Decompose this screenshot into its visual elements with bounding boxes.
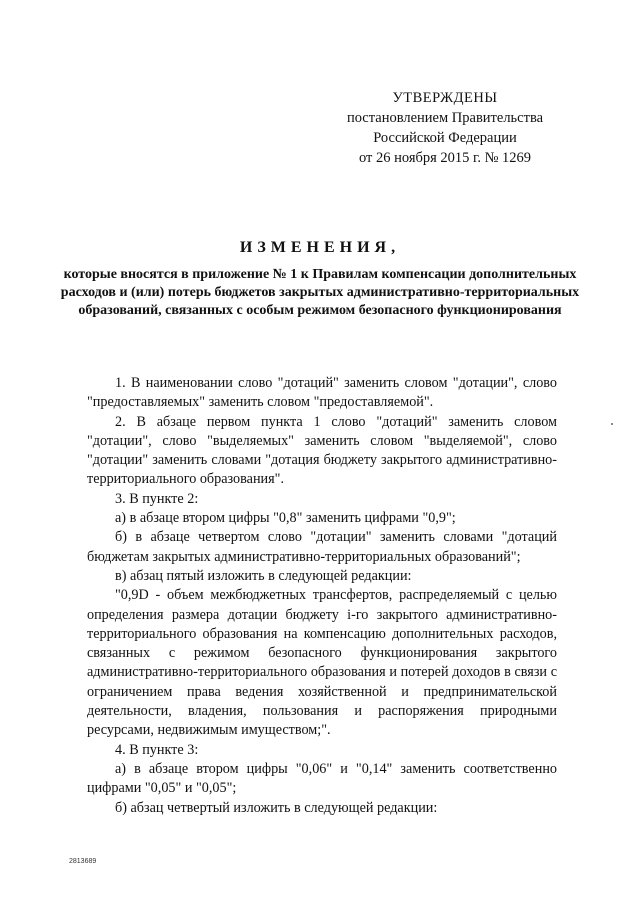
paragraph-4: а) в абзаце втором цифры "0,8" заменить цифрами "0,9"; — [115, 510, 456, 527]
approval-line-3: от 26 ноября 2015 г. № 1269 — [358, 150, 532, 166]
title-main: ИЗМЕНЕНИЯ, — [239, 239, 401, 256]
paragraph-8: 4. В пункте 3: — [115, 741, 199, 758]
paragraph-7: "0,9D - объем межбюджетных трансфертов, распределяемый с целью определения размера дотации бюджету i-го закрытого административно-территориального образования на компенсацию дополнительных расходов, связанных с режимом безопасного функционирования закрытого административно-территориального образования и потерей доходов в связи с ограничением права ведения хозяйственной и предпринимательской деятельности, владения, пользования и распоряжения природными ресурсами, недвижимым имуществом;". — [87, 587, 557, 739]
approval-line-2: Российской Федерации — [373, 130, 517, 146]
document-title — [60, 236, 580, 320]
approval-block — [330, 88, 560, 168]
document-body — [87, 374, 557, 818]
paragraph-1: 1. В наименовании слово "дотаций" заменить словом "дотации", слово "предоставляемых" заменить словом "предоставляемой". — [87, 375, 557, 411]
approval-line-1: постановлением Правительства — [346, 110, 544, 126]
paragraph-6: в) абзац пятый изложить в следующей редакции: — [115, 567, 412, 584]
margin-mark — [611, 423, 613, 425]
paragraph-2: 2. В абзаце первом пункта 1 слово "дотаций" заменить словом "дотации", слово "выделяемых" заменить словом "выделяемой", слово "дотации" заменить словами "дотация бюджету закрытого административно-территориального образования". — [87, 413, 557, 488]
document-id: 2813689 — [69, 858, 97, 865]
paragraph-5: б) в абзаце четвертом слово "дотации" заменить словами "дотаций бюджетам закрытых административно-территориальных образований"; — [87, 529, 557, 565]
title-subtitle: которые вносятся в приложение № 1 к Правилам компенсации дополнительных расходов и (или) потерь бюджетов закрытых административно-территориальных образований, связанных с особым режимом безопасного функционирования — [60, 267, 580, 318]
approval-heading: УТВЕРЖДЕНЫ — [392, 90, 498, 106]
paragraph-9: а) в абзаце втором цифры "0,06" и "0,14" заменить соответственно цифрами "0,05" и "0,05"; — [87, 760, 557, 797]
paragraph-3: 3. В пункте 2: — [115, 490, 199, 507]
paragraph-10: б) абзац четвертый изложить в следующей редакции: — [115, 799, 438, 816]
